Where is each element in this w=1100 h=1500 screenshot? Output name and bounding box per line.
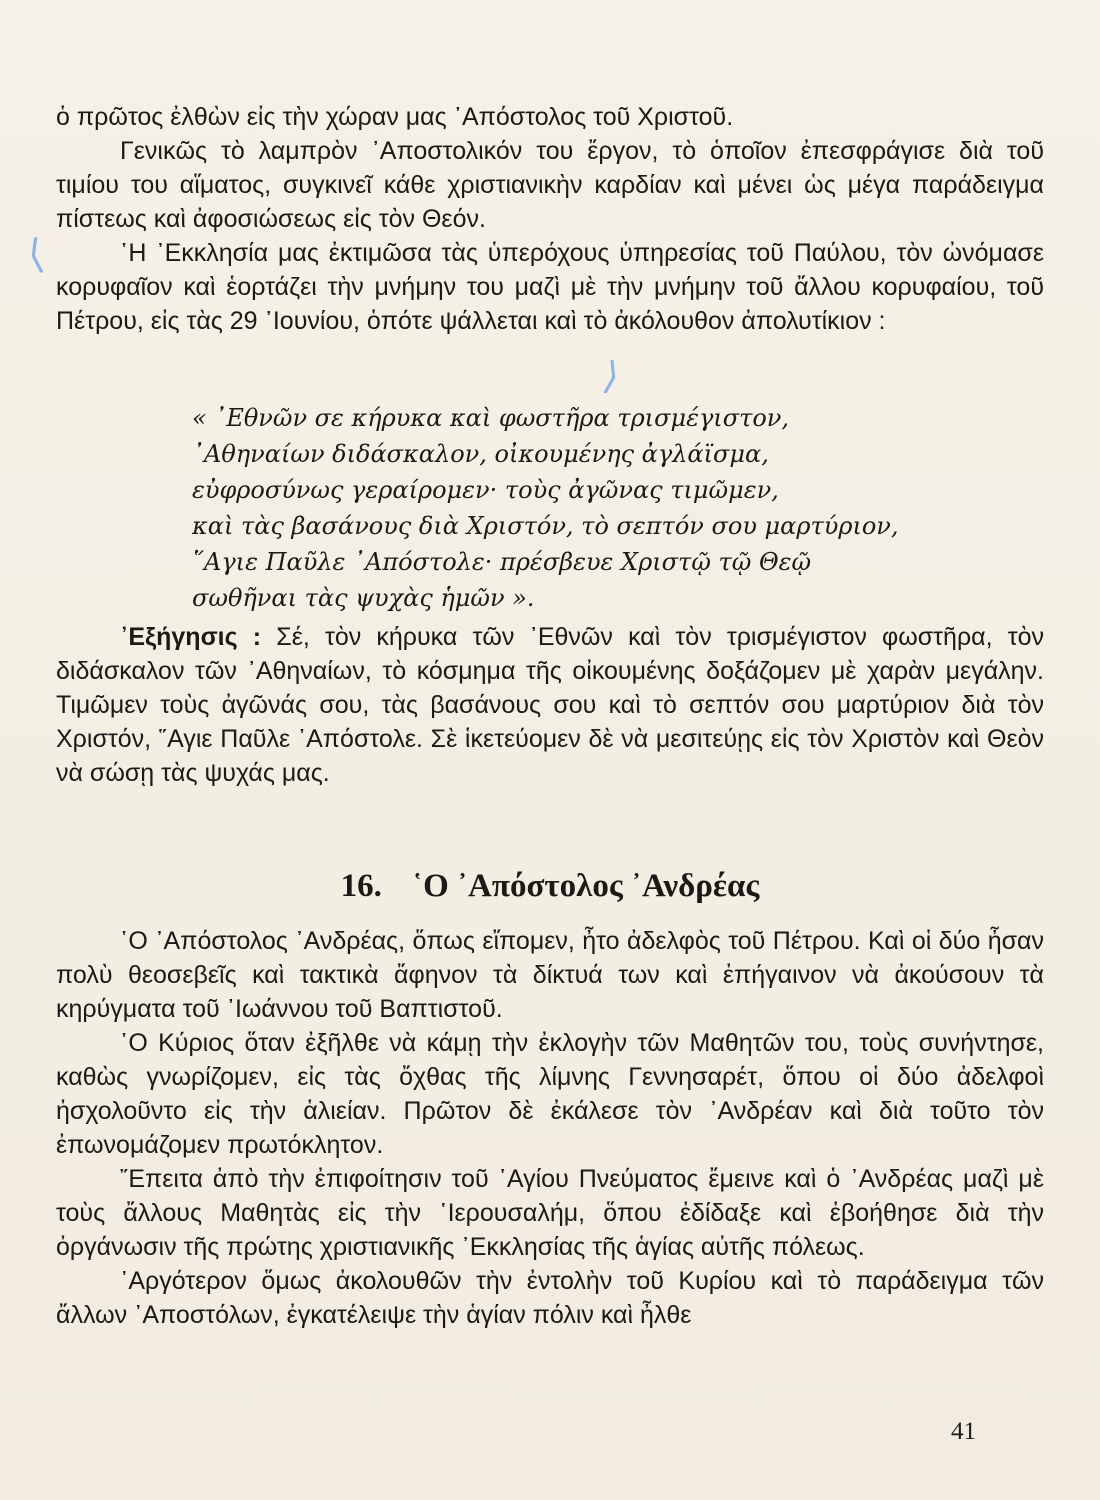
section-number: 16. (340, 868, 382, 904)
paragraph-line-1: ὁ πρῶτος ἐλθὼν εἰς τὴν χώραν μας ᾿Απόστολος τοῦ Χριστοῦ. (56, 103, 734, 131)
hymn-line-5: ῞Αγιε Παῦλε ᾿Απόστολε· πρέσβευε Χριστῷ τῷ Θεῷ (192, 548, 812, 576)
section-title: ῾Ο ᾿Απόστολος ᾿Ανδρέας (412, 868, 760, 904)
hymn-block (192, 400, 912, 616)
explanation-paragraph (56, 620, 1044, 790)
margin-arc-icon: ⟩ (599, 352, 624, 400)
explanation-text: Σέ, τὸν κήρυκα τῶν ᾿Εθνῶν καὶ τὸν τρισμέγιστον φωστῆρα, τὸν διδάσκαλον τῶν ᾿Αθηναίων, τὸ κόσμημα τῆς οἰκουμένης δοξάζομεν μὲ χαρὰν μεγάλην. Τιμῶμεν τοὺς ἀγῶνάς σου, τὰς βασάνους σου καὶ τὸ σεπτόν σου μαρτύριον διὰ τὸν Χριστόν, ῞Αγιε Παῦλε ᾿Απόστολε. Σὲ ἱκετεύομεν δὲ νὰ μεσιτεύῃς εἰς τὸν Χριστὸν καὶ Θεὸν νὰ σώσῃ τὰς ψυχάς μας. (56, 623, 1045, 787)
hymn-line-6: σωθῆναι τὰς ψυχὰς ἡμῶν ». (192, 584, 535, 612)
section-paragraph-1: ῾Ο ᾿Απόστολος ᾿Ανδρέας, ὅπως εἴπομεν, ἦτο ἀδελφὸς τοῦ Πέτρου. Καὶ οἱ δύο ἦσαν πολὺ θεοσεβεῖς καὶ τακτικὰ ἄφηνον τὰ δίκτυά των καὶ ἐπήγαινον νὰ ἀκούσουν τὰ κηρύγματα τοῦ ᾿Ιωάννου τοῦ Βαπτιστοῦ. (56, 927, 1044, 1023)
explanation-label: ᾿Εξήγησις : (120, 623, 262, 651)
page-number: 41 (951, 1418, 976, 1445)
hymn-line-4: καὶ τὰς βασάνους διὰ Χριστόν, τὸ σεπτόν σου μαρτύριον, (192, 512, 899, 540)
hymn-line-1: « ᾿Εθνῶν σε κήρυκα καὶ φωστῆρα τρισμέγιστον, (192, 404, 790, 432)
margin-bracket-icon: ⟨ (24, 230, 48, 280)
hymn-line-3: εὐφροσύνως γεραίρομεν· τοὺς ἀγῶνας τιμῶμεν, (192, 476, 779, 504)
section-paragraph-3: ῎Επειτα ἀπὸ τὴν ἐπιφοίτησιν τοῦ ῾Αγίου Πνεύματος ἔμεινε καὶ ὁ ᾿Ανδρέας μαζὶ μὲ τοὺς ἄλλους Μαθητὰς εἰς τὴν ῾Ιερουσαλήμ, ὅπου ἐδίδαξε καὶ ἐβοήθησε διὰ τὴν ὀργάνωσιν τῆς πρώτης χριστιανικῆς ᾿Εκκλησίας τῆς ἁγίας αὐτῆς πόλεως. (56, 1165, 1044, 1261)
intro-text (56, 100, 1044, 338)
paragraph-general-work: Γενικῶς τὸ λαμπρὸν ᾿Αποστολικόν του ἔργον, τὸ ὁποῖον ἐπεσφράγισε διὰ τοῦ τιμίου του αἵματος, συγκινεῖ κάθε χριστιανικὴν καρδίαν καὶ μένει ὡς μέγα παράδειγμα πίστεως καὶ ἀφοσιώσεως εἰς τὸν Θεόν. (56, 137, 1044, 233)
paragraph-church-honor: ῾Η ᾿Εκκλησία μας ἐκτιμῶσα τὰς ὑπερόχους ὑπηρεσίας τοῦ Παύλου, τὸν ὠνόμασε κορυφαῖον καὶ ἑορτάζει τὴν μνήμην του μαζὶ μὲ τὴν μνήμην τοῦ ἄλλου κορυφαίου, τοῦ Πέτρου, εἰς τὰς 29 ᾿Ιουνίου, ὁπότε ψάλλεται καὶ τὸ ἀκόλουθον ἀπολυτίκιον : (56, 239, 1044, 335)
section-heading (0, 866, 1100, 906)
explanation-block (56, 620, 1044, 790)
section-paragraph-4: ᾿Αργότερον ὅμως ἀκολουθῶν τὴν ἐντολὴν τοῦ Κυρίου καὶ τὸ παράδειγμα τῶν ἄλλων ᾿Αποστόλων, ἐγκατέλειψε τὴν ἁγίαν πόλιν καὶ ἦλθε (56, 1267, 1044, 1329)
section-body (56, 924, 1044, 1332)
hymn-line-2: ᾿Αθηναίων διδάσκαλον, οἰκουμένης ἀγλάϊσμα, (192, 440, 769, 468)
section-paragraph-2: ῾Ο Κύριος ὅταν ἐξῆλθε νὰ κάμῃ τὴν ἐκλογὴν τῶν Μαθητῶν του, τοὺς συνήντησε, καθὼς γνωρίζομεν, εἰς τὰς ὄχθας τῆς λίμνης Γεννησαρέτ, ὅπου οἱ δύο ἀδελφοὶ ἠσχολοῦντο εἰς τὴν ἁλιείαν. Πρῶτον δὲ ἐκάλεσε τὸν ᾿Ανδρέαν καὶ διὰ τοῦτο τὸν ἐπωνομάζομεν πρωτόκλητον. (56, 1029, 1044, 1159)
